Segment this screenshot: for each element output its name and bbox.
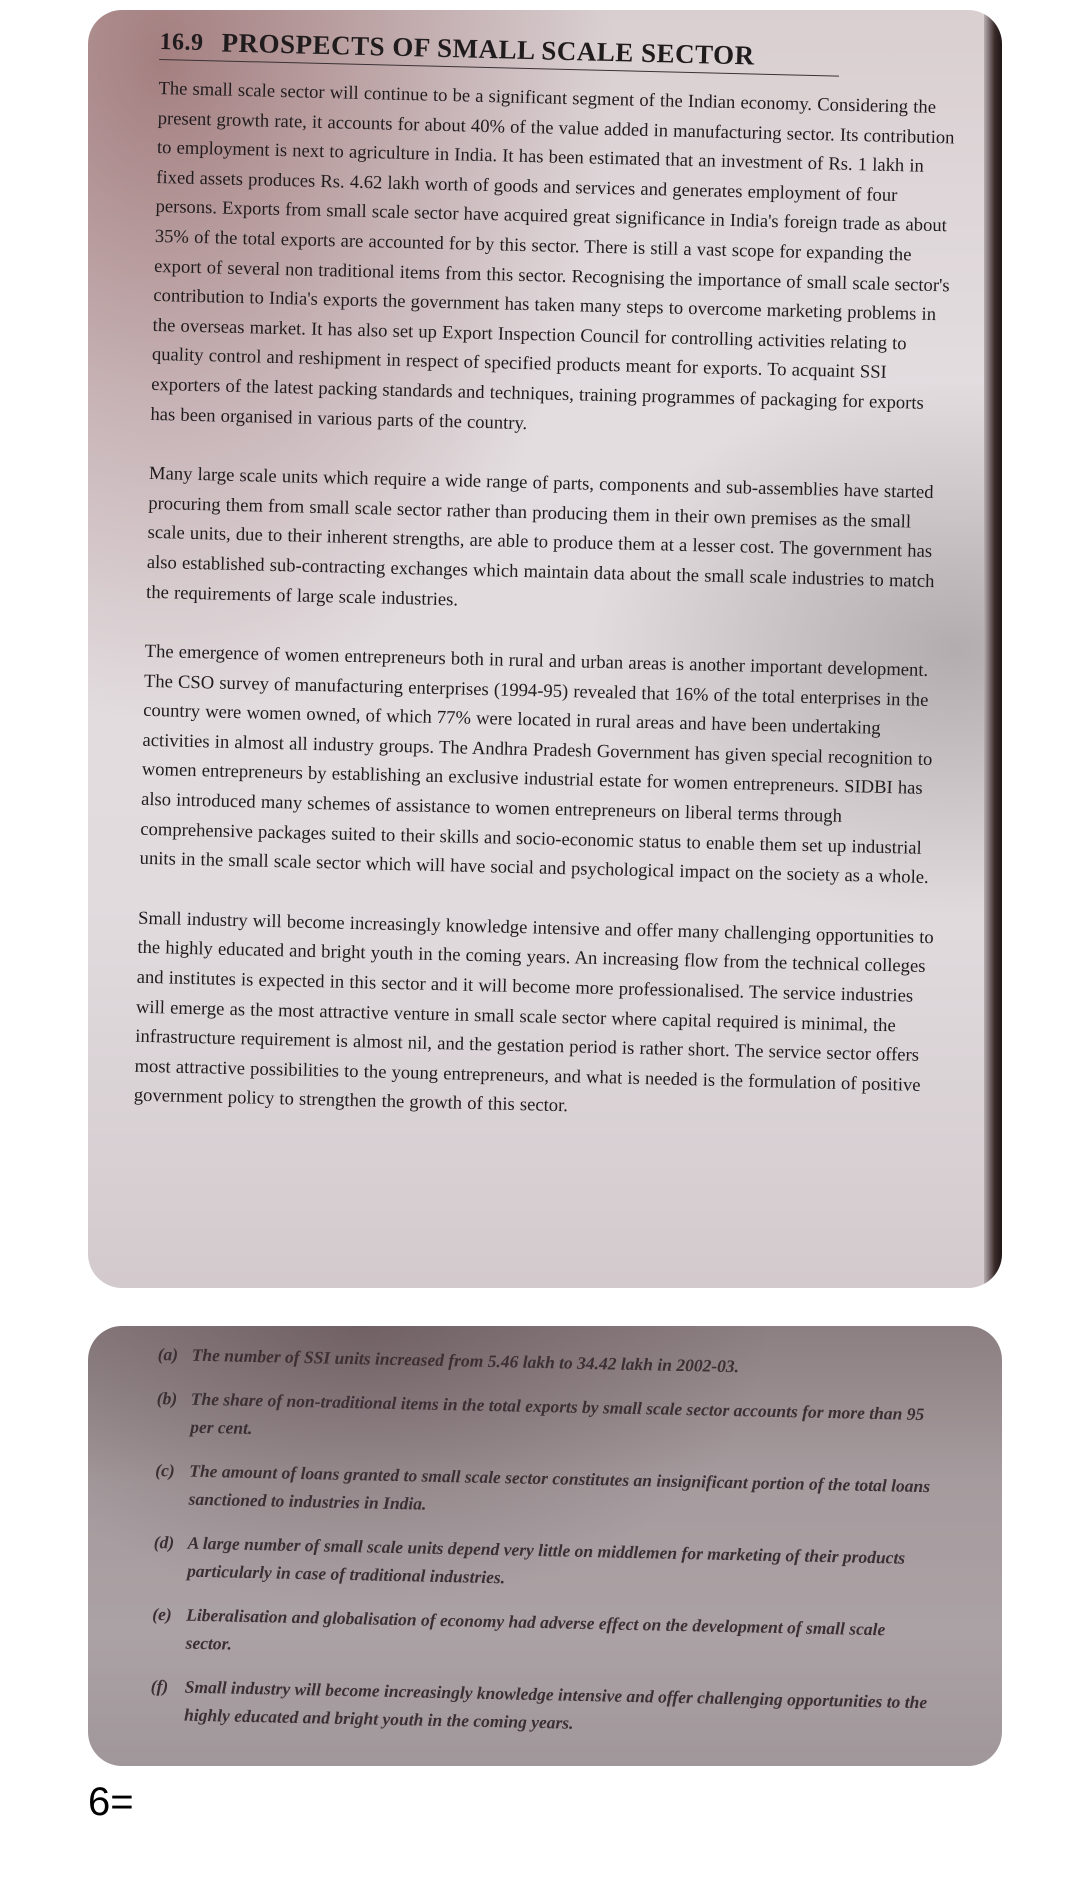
statement-letter: (a) xyxy=(157,1343,179,1365)
statements-list xyxy=(150,1340,938,1760)
book-spine-edge xyxy=(984,10,1002,1288)
statement-letter: (e) xyxy=(152,1603,172,1625)
paragraph-women-entrepreneurs: The emergence of women entrepreneurs both in rural and urban areas is another important development. The CSO survey of manufacturing enterprises (1994-95) revealed that 16% of the total enterprises in the country were women owned, of which 77% were located in rural areas and have been undertaking activities in almost all industry groups. The Andhra Pradesh Government has given special recognition to women entrepreneurs by establishing an exclusive industrial estate for women entrepreneurs. SIDBI has also introduced many schemes of assistance to women entrepreneurs on liberal terms through comprehensive packages suited to their skills and socio-economic status to enable them set up industrial units in the small scale sector which will have social and psychological impact on the society as a whole. xyxy=(139,640,933,889)
page-text-block xyxy=(133,26,960,1160)
statement-text: The amount of loans granted to small scale sector constitutes an insignificant portion of the total loans sanctioned to industries in India. xyxy=(188,1460,931,1514)
statement-item xyxy=(156,1384,937,1456)
section-heading xyxy=(159,26,840,77)
paragraph-knowledge-intensive: Small industry will become increasingly knowledge intensive and offer many challenging opportunities to the highly educated and bright youth in the coming years. An increasing flow from the technical colleges and institutes is expected in this sector and it will become more professionalised. The service industries will emerge as the most attractive venture in small scale sector where capital required is minimal, the infrastructure requirement is almost nil, and the gestation period is rather short. The service sector offers most attractive possibilities to the young entrepreneurs, and what is needed is the formulation of positive government policy to strengthen the growth of this sector. xyxy=(133,907,934,1117)
section-number: 16.9 xyxy=(159,28,204,57)
statement-letter: (b) xyxy=(156,1387,178,1409)
statement-text: Liberalisation and globalisation of economy had adverse effect on the development of small scale sector. xyxy=(185,1604,886,1654)
statement-text: A large number of small scale units depend very little on middlemen for marketing of their products particularly in case of traditional industries. xyxy=(186,1532,906,1588)
section-title: PROSPECTS OF SMALL SCALE SECTOR xyxy=(221,27,755,71)
statement-text: Small industry will become increasingly knowledge intensive and offer challenging opportunities to the highly educated and bright youth in the coming years. xyxy=(183,1676,928,1733)
textbook-page-photo xyxy=(88,10,1002,1288)
statement-letter: (d) xyxy=(153,1531,175,1553)
statement-text: The number of SSI units increased from 5.46 lakh to 34.42 lakh in 2002-03. xyxy=(191,1344,740,1377)
statement-text: The share of non-traditional items in the total exports by small scale sector accounts for more than 95 per cent. xyxy=(189,1388,925,1438)
statement-item xyxy=(153,1528,934,1600)
statement-item xyxy=(151,1600,932,1672)
statements-photo xyxy=(88,1326,1002,1766)
statement-item xyxy=(154,1456,935,1528)
footer-note: 6= xyxy=(88,1780,134,1824)
statement-item xyxy=(150,1672,931,1744)
paragraph-export-prospects: The small scale sector will continue to be a significant segment of the Indian economy. Considering the present growth rate, it accounts for about 40% of the value added in manufacturing sector. Its contribution to employment is next to agriculture in India. It has been estimated that an investment of Rs. 1 lakh in fixed assets produces Rs. 4.62 lakh worth of goods and services and generates employment of four persons. Exports from small scale sector have acquired great significance in India's foreign trade as about 35% of the total exports are accounted for by this sector. There is still a vast scope for expanding the export of several non traditional items from this sector. Recognising the importance of small scale sector's contribution to India's exports the government has taken many steps to overcome marketing problems in the overseas market. It has also set up Export Inspection Council for controlling activities relating to quality control and reshipment in respect of specified products meant for exports. To acquaint SSI exporters of the latest packing standards and techniques, training programmes of packaging for exports has been organised in various parts of the country. xyxy=(150,77,955,434)
statement-letter: (f) xyxy=(150,1675,169,1697)
paragraph-subcontracting: Many large scale units which require a wide range of parts, components and sub-assemblies have started procuring them from small scale sector rather than producing them in their own premises as the small scale units, due to their inherent strengths, are able to produce them at a lesser cost. The government has also established sub-contracting exchanges which maintain data about the small scale industries to match the requirements of large scale industries. xyxy=(145,462,935,610)
statement-letter: (c) xyxy=(155,1459,175,1481)
statement-item xyxy=(157,1340,937,1384)
